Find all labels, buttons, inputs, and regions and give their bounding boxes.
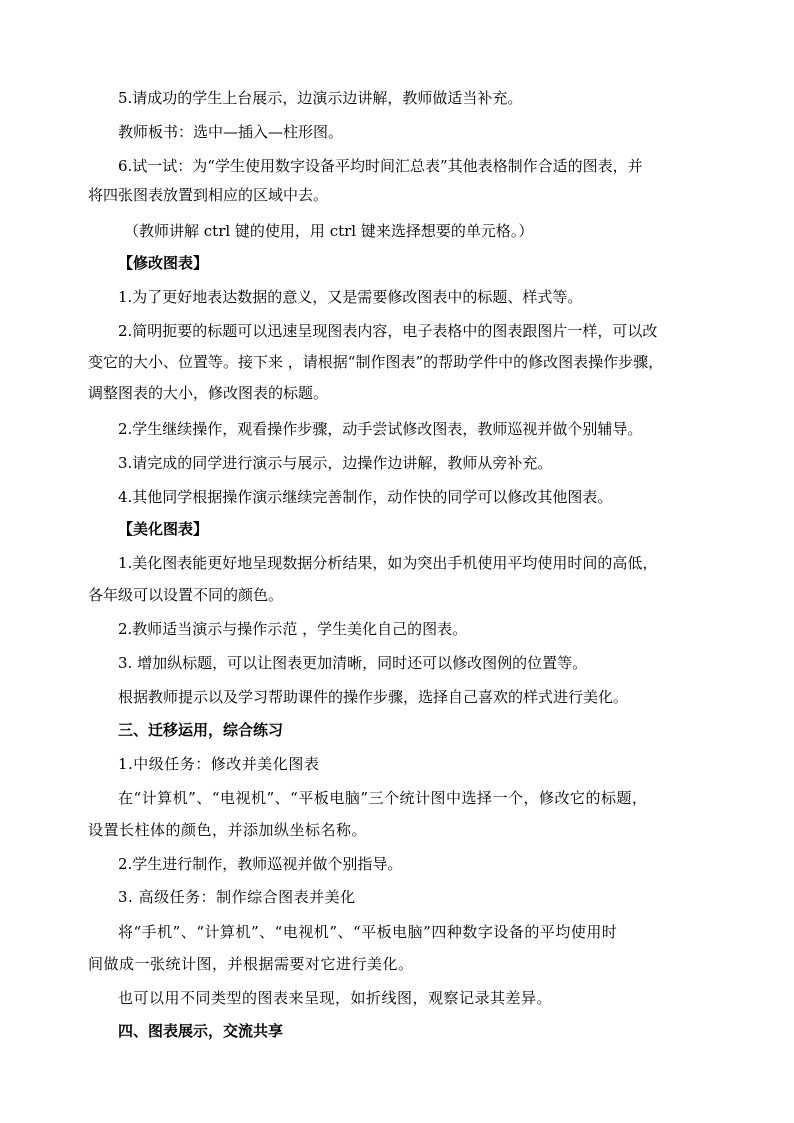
paragraph-beautify-1-line2: 各年级可以设置不同的颜色。: [88, 586, 284, 604]
paragraph-task-high-alt: 也可以用不同类型的图表来呈现，如折线图，观察记录其差异。: [118, 989, 553, 1007]
paragraph-task-mid-desc-line2: 设置长柱体的颜色，并添加纵坐标名称。: [88, 821, 368, 839]
section-heading-transfer-practice: 三、迁移运用，综合练习: [118, 721, 284, 739]
paragraph-task-high-desc-line1: 将“手机”、“计算机”、“电视机”、“平板电脑”四种数字设备的平均使用时: [118, 923, 618, 941]
paragraph-modify-3: 2.学生继续操作，观看操作步骤，动手尝试修改图表，教师巡视并做个别辅导。: [118, 420, 643, 438]
paragraph-step5: 5.请成功的学生上台展示，边演示边讲解，教师做适当补充。: [118, 89, 523, 107]
paragraph-ctrl-note: （教师讲解 ctrl 键的使用，用 ctrl 键来选择想要的单元格。）: [124, 222, 534, 240]
paragraph-task-mid-step2: 2.学生进行制作，教师巡视并做个别指导。: [118, 855, 403, 873]
paragraph-task-mid-desc-line1: 在“计算机”、“电视机”、“平板电脑”三个统计图中选择一个，修改它的标题，: [118, 789, 648, 807]
section-heading-showcase: 四、图表展示，交流共享: [118, 1022, 284, 1040]
paragraph-board-note: 教师板书：选中—插入—柱形图。: [118, 123, 344, 141]
paragraph-modify-2-line1: 2.简明扼要的标题可以迅速呈现图表内容，电子表格中的图表跟图片一样，可以改: [118, 322, 658, 340]
paragraph-modify-2-line3: 调整图表的大小，修改图表的标题。: [88, 384, 329, 402]
section-heading-modify-chart: 【修改图表】: [118, 254, 209, 272]
paragraph-beautify-3: 3. 增加纵标题，可以让图表更加清晰，同时还可以修改图例的位置等。: [118, 654, 588, 672]
paragraph-step6-line1: 6.试一试：为“学生使用数字设备平均时间汇总表”其他表格制作合适的图表，并: [118, 157, 643, 175]
paragraph-step6-line2: 将四张图表放置到相应的区域中去。: [88, 186, 329, 204]
section-heading-beautify-chart: 【美化图表】: [118, 520, 209, 538]
paragraph-modify-2-line2: 变它的大小、位置等。接下来 ，请根据“制作图表”的帮助学件中的修改图表操作步骤，: [88, 353, 664, 371]
paragraph-beautify-1-line1: 1.美化图表能更好地呈现数据分析结果，如为突出手机使用平均使用时间的高低，: [118, 554, 658, 572]
paragraph-beautify-2: 2.教师适当演示与操作示范 ，学生美化自己的图表。: [118, 620, 468, 638]
paragraph-modify-5: 4.其他同学根据操作演示继续完善制作，动作快的同学可以修改其他图表。: [118, 488, 613, 506]
paragraph-beautify-4: 根据教师提示以及学习帮助课件的操作步骤，选择自己喜欢的样式进行美化。: [118, 688, 629, 706]
paragraph-modify-1: 1.为了更好地表达数据的意义，又是需要修改图表中的标题、样式等。: [118, 288, 583, 306]
paragraph-modify-4: 3.请完成的同学进行演示与展示，边操作边讲解，教师从旁补充。: [118, 454, 553, 472]
paragraph-task-mid: 1.中级任务：修改并美化图表: [118, 755, 320, 773]
paragraph-task-high-desc-line2: 间做成一张统计图，并根据需要对它进行美化。: [88, 955, 414, 973]
paragraph-task-high: 3. 高级任务：制作综合图表并美化: [118, 888, 356, 906]
